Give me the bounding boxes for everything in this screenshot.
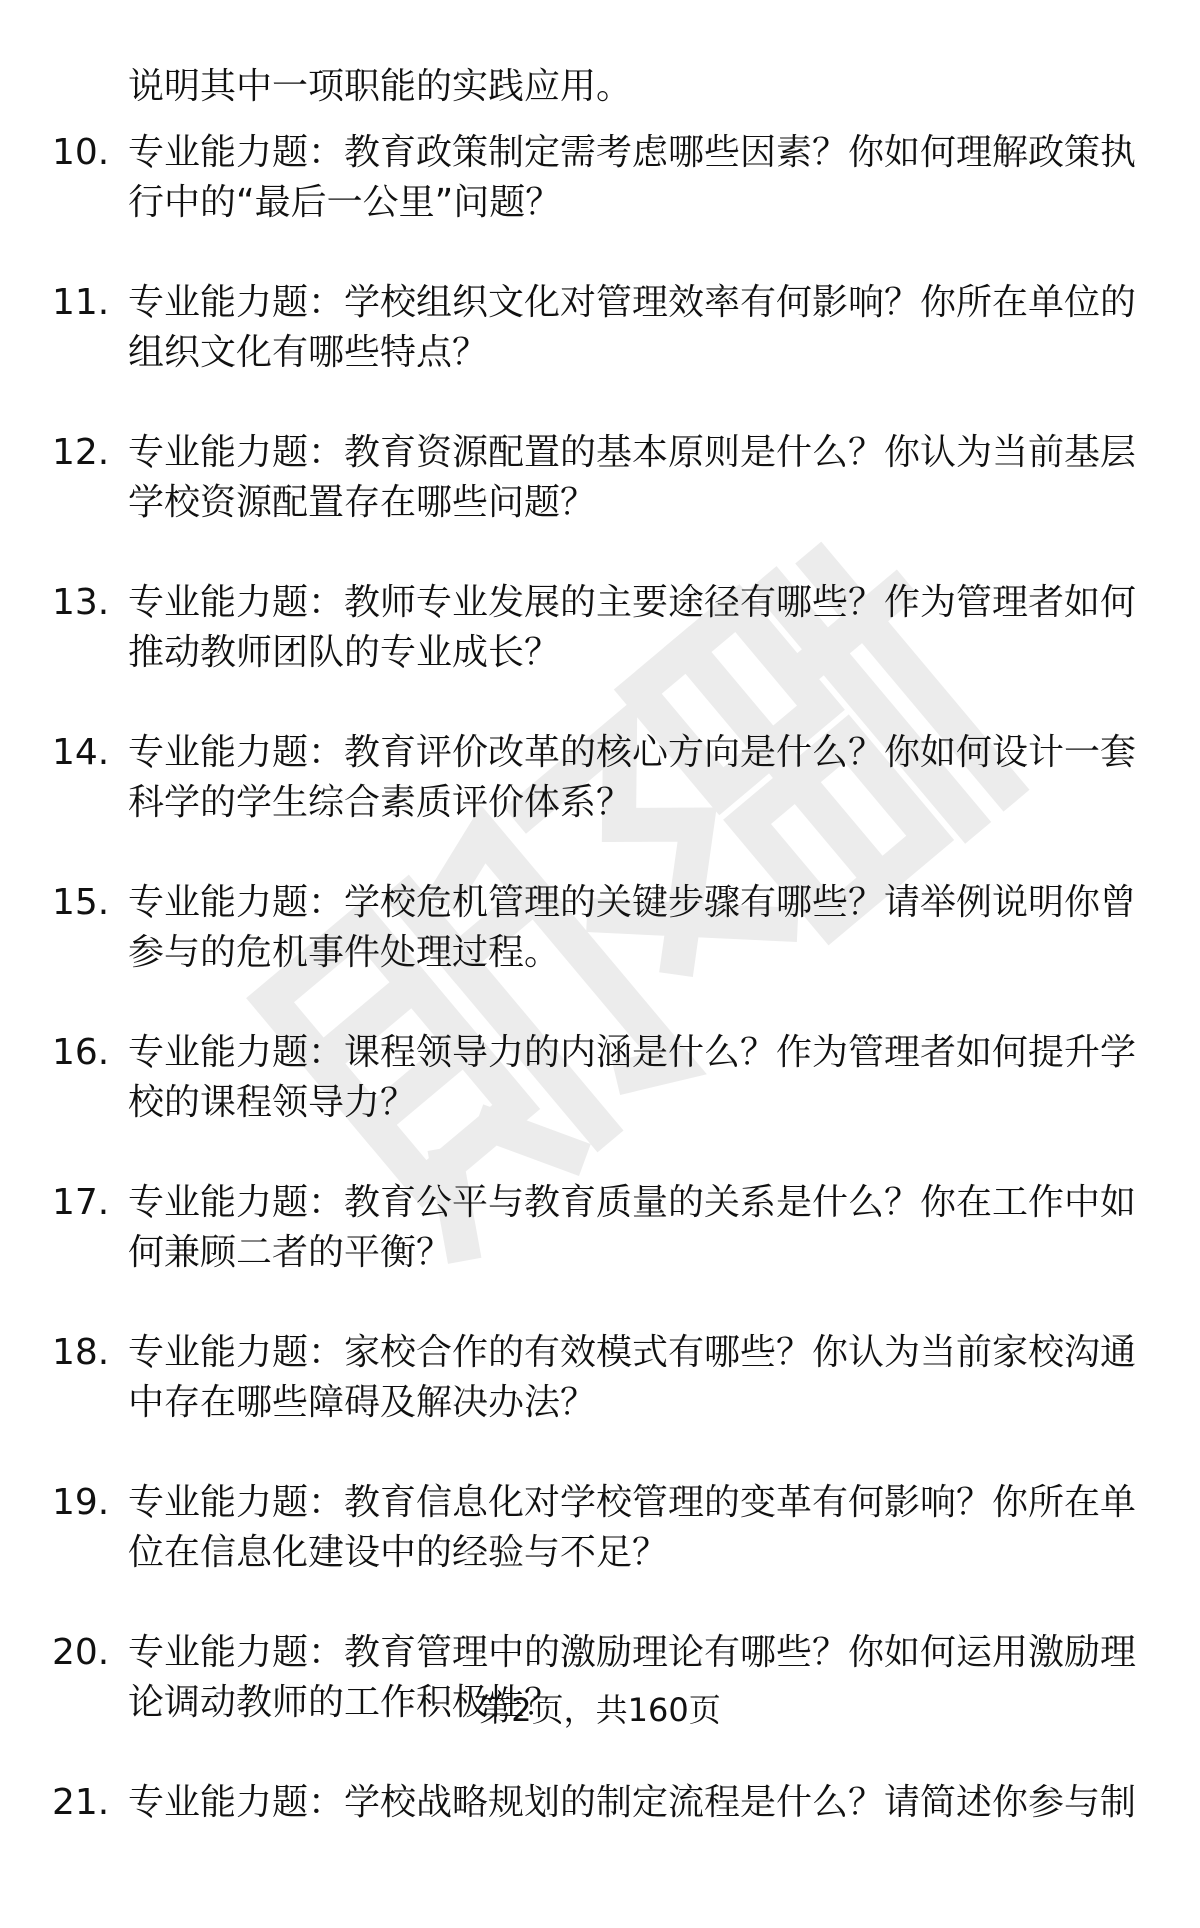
question-number: 19. xyxy=(52,1482,110,1523)
question-line: 专业能力题：教育政策制定需考虑哪些因素？你如何理解政策执 xyxy=(128,132,1137,173)
question-line: 专业能力题：家校合作的有效模式有哪些？你认为当前家校沟通 xyxy=(128,1332,1137,1373)
question-line: 中存在哪些障碍及解决办法？ xyxy=(128,1382,597,1423)
page-footer: 第2页，共160页 xyxy=(479,1691,721,1729)
question-text xyxy=(128,728,1148,828)
question-number: 18. xyxy=(52,1332,110,1373)
question-list xyxy=(0,128,1200,1928)
question-number: 10. xyxy=(52,132,110,173)
question-item xyxy=(0,1778,1200,1928)
question-line: 组织文化有哪些特点？ xyxy=(128,332,489,373)
question-item xyxy=(0,428,1200,578)
question-number: 20. xyxy=(52,1632,110,1673)
question-line: 专业能力题：教育管理中的激励理论有哪些？你如何运用激励理 xyxy=(128,1632,1137,1673)
question-line: 专业能力题：教育公平与教育质量的关系是什么？你在工作中如 xyxy=(128,1182,1137,1223)
question-text xyxy=(128,1028,1148,1128)
question-line: 校的课程领导力？ xyxy=(128,1082,417,1123)
question-text xyxy=(128,1478,1148,1578)
question-text xyxy=(128,878,1148,978)
question-line: 科学的学生综合素质评价体系？ xyxy=(128,782,633,823)
question-text xyxy=(128,278,1148,378)
question-number: 14. xyxy=(52,732,110,773)
question-line: 何兼顾二者的平衡？ xyxy=(128,1232,453,1273)
question-number: 21. xyxy=(52,1782,110,1823)
question-item xyxy=(0,878,1200,1028)
question-number: 13. xyxy=(52,582,110,623)
question-line: 专业能力题：教育评价改革的核心方向是什么？你如何设计一套 xyxy=(128,732,1137,773)
question-number: 12. xyxy=(52,432,110,473)
question-line: 推动教师团队的专业成长？ xyxy=(128,632,561,673)
question-number: 16. xyxy=(52,1032,110,1073)
question-text xyxy=(128,578,1148,678)
question-line: 专业能力题：学校组织文化对管理效率有何影响？你所在单位的 xyxy=(128,282,1137,323)
question-line: 专业能力题：学校战略规划的制定流程是什么？请简述你参与制 xyxy=(128,1782,1137,1823)
question-item xyxy=(0,728,1200,878)
question-line: 位在信息化建设中的经验与不足？ xyxy=(128,1532,669,1573)
question-line: 专业能力题：学校危机管理的关键步骤有哪些？请举例说明你曾 xyxy=(128,882,1137,923)
question-text xyxy=(128,128,1148,228)
question-number: 11. xyxy=(52,282,110,323)
question-number: 17. xyxy=(52,1182,110,1223)
question-line: 专业能力题：课程领导力的内涵是什么？作为管理者如何提升学 xyxy=(128,1032,1137,1073)
question-item xyxy=(0,128,1200,278)
continuation-line: 说明其中一项职能的实践应用。 xyxy=(128,66,633,107)
question-text xyxy=(128,1178,1148,1278)
question-text xyxy=(128,1328,1148,1428)
question-text xyxy=(128,428,1148,528)
question-item xyxy=(0,1328,1200,1478)
question-item xyxy=(0,1028,1200,1178)
question-line: 参与的危机事件处理过程。 xyxy=(128,932,561,973)
question-item xyxy=(0,1178,1200,1328)
question-line: 专业能力题：教育信息化对学校管理的变革有何影响？你所在单 xyxy=(128,1482,1137,1523)
question-text xyxy=(128,1778,1148,1828)
question-number: 15. xyxy=(52,882,110,923)
question-line: 专业能力题：教师专业发展的主要途径有哪些？作为管理者如何 xyxy=(128,582,1137,623)
question-line: 论调动教师的工作积极性？ xyxy=(128,1682,561,1723)
question-item xyxy=(0,278,1200,428)
question-line: 专业能力题：教育资源配置的基本原则是什么？你认为当前基层 xyxy=(128,432,1137,473)
question-item xyxy=(0,1478,1200,1628)
question-line: 行中的“最后一公里”问题？ xyxy=(128,182,562,223)
question-line: 学校资源配置存在哪些问题？ xyxy=(128,482,597,523)
question-item xyxy=(0,578,1200,728)
